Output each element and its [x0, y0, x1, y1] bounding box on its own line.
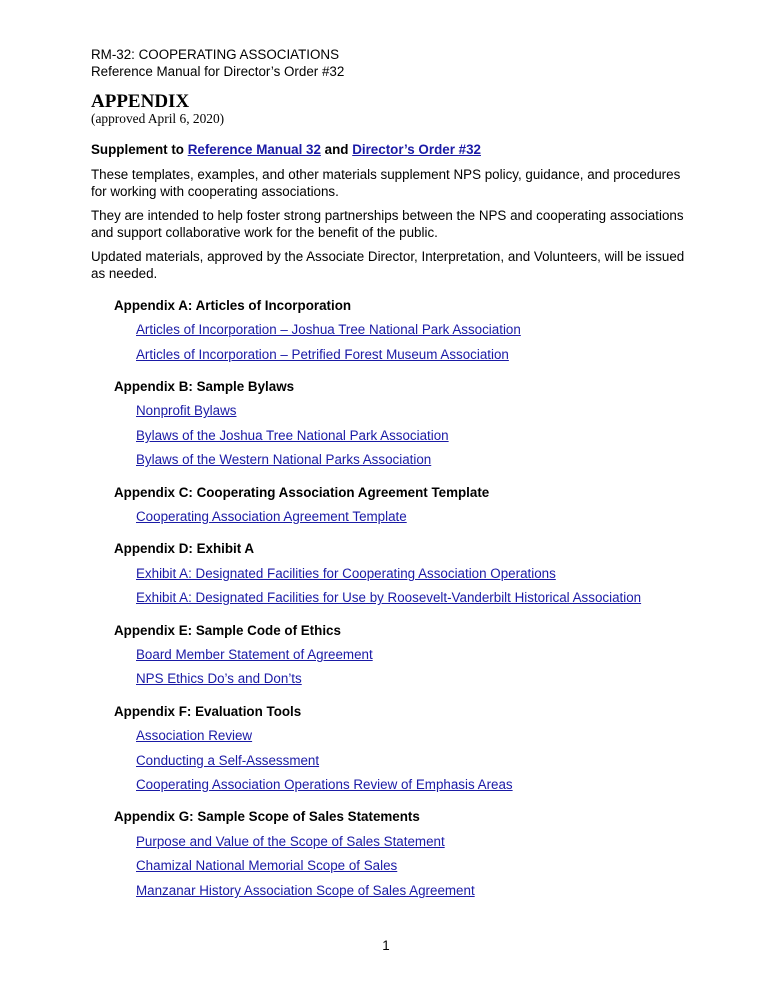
- appendix-f-link-2[interactable]: Conducting a Self-Assessment: [136, 753, 320, 768]
- section-heading-appendix-b: Appendix B: Sample Bylaws: [114, 379, 295, 394]
- appendix-g-link-3[interactable]: Manzanar History Association Scope of Sales Agreement: [136, 883, 475, 898]
- directors-order-link[interactable]: Director’s Order #32: [352, 142, 481, 157]
- section-heading-appendix-e: Appendix E: Sample Code of Ethics: [114, 623, 341, 638]
- appendix-c-link-1[interactable]: Cooperating Association Agreement Template: [136, 509, 407, 524]
- appendix-g-link-2[interactable]: Chamizal National Memorial Scope of Sales: [136, 858, 398, 873]
- supplement-and: and: [320, 142, 353, 157]
- appendix-b-link-1[interactable]: Nonprofit Bylaws: [136, 403, 237, 418]
- page-number: 1: [382, 938, 390, 953]
- section-heading-appendix-d: Appendix D: Exhibit A: [114, 541, 255, 556]
- appendix-b-link-2[interactable]: Bylaws of the Joshua Tree National Park Association: [136, 428, 449, 443]
- appendix-e-link-2[interactable]: NPS Ethics Do’s and Don’ts: [136, 671, 302, 686]
- approval-date: (approved April 6, 2020): [91, 111, 225, 126]
- reference-manual-link[interactable]: Reference Manual 32: [187, 142, 321, 157]
- appendix-a-link-1[interactable]: Articles of Incorporation – Joshua Tree National Park Association: [136, 322, 521, 337]
- section-heading-appendix-g: Appendix G: Sample Scope of Sales Statements: [114, 809, 420, 824]
- intro-paragraph-3: Updated materials, approved by the Associate Director, Interpretation, and Volunteers, will be issued as needed.: [91, 249, 685, 281]
- appendix-b-link-3[interactable]: Bylaws of the Western National Parks Association: [136, 452, 432, 467]
- header-line-2: Reference Manual for Director’s Order #32: [91, 64, 345, 79]
- supplement-line: [91, 142, 481, 157]
- appendix-g-link-1[interactable]: Purpose and Value of the Scope of Sales Statement: [136, 834, 445, 849]
- appendix-d-link-1[interactable]: Exhibit A: Designated Facilities for Cooperating Association Operations: [136, 566, 556, 581]
- appendix-a-link-2[interactable]: Articles of Incorporation – Petrified Forest Museum Association: [136, 347, 509, 362]
- appendix-e-link-1[interactable]: Board Member Statement of Agreement: [136, 647, 373, 662]
- section-heading-appendix-a: Appendix A: Articles of Incorporation: [114, 298, 352, 313]
- page-title: APPENDIX: [91, 91, 190, 112]
- intro-paragraph-2: They are intended to help foster strong partnerships between the NPS and cooperating associations and support collaborative work for the benefit of the public.: [91, 208, 684, 240]
- header-line-1: RM-32: COOPERATING ASSOCIATIONS: [91, 47, 340, 62]
- supplement-prefix: Supplement to: [91, 142, 188, 157]
- appendix-f-link-3[interactable]: Cooperating Association Operations Review of Emphasis Areas: [136, 777, 513, 792]
- intro-paragraph-1: These templates, examples, and other materials supplement NPS policy, guidance, and procedures for working with cooperating associations.: [91, 167, 681, 199]
- section-heading-appendix-c: Appendix C: Cooperating Association Agreement Template: [114, 485, 490, 500]
- appendix-f-link-1[interactable]: Association Review: [136, 728, 253, 743]
- section-heading-appendix-f: Appendix F: Evaluation Tools: [114, 704, 302, 719]
- appendix-d-link-2[interactable]: Exhibit A: Designated Facilities for Use by Roosevelt-Vanderbilt Historical Association: [136, 590, 642, 605]
